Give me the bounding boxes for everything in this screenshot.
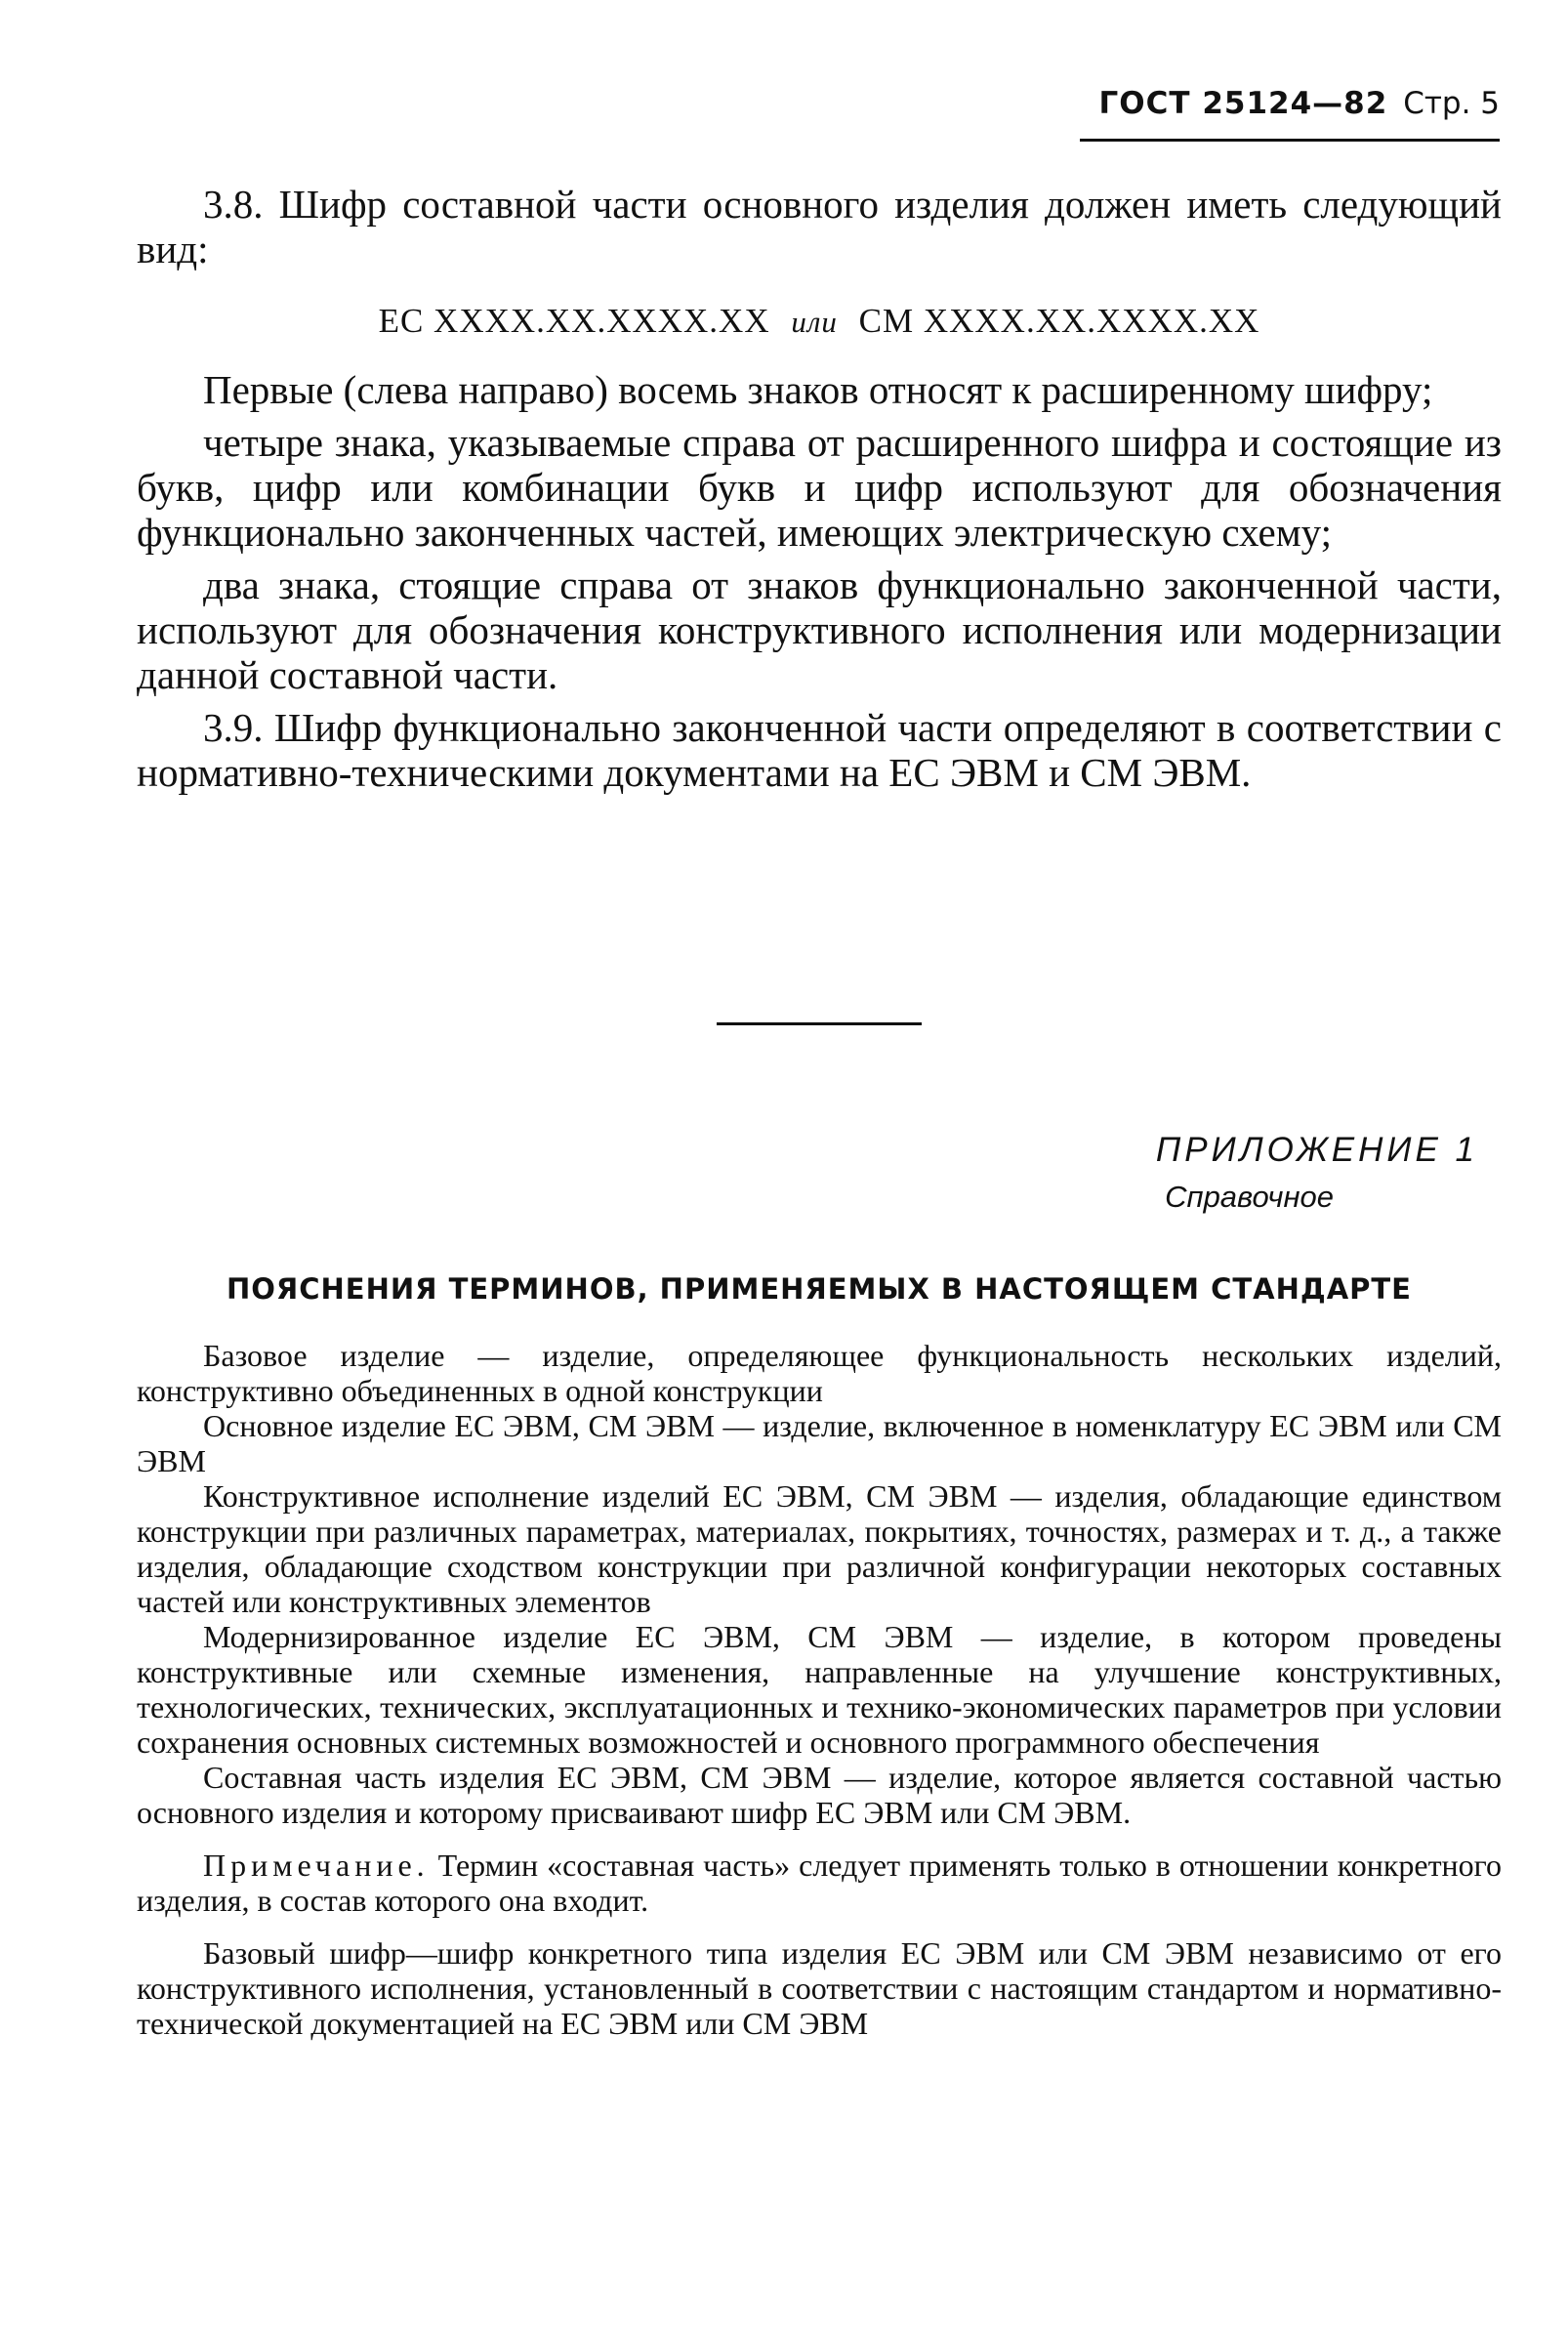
clause-3-9: 3.9. Шифр функционально законченной части определяют в соответствии с нормативно-техническими документами на ЕС ЭВМ и СМ ЭВМ. [137, 705, 1502, 795]
paragraph: Первые (слева направо) восемь знаков относят к расширенному шифру; [203, 367, 1433, 412]
appendix-subtitle: Справочное [1165, 1180, 1334, 1214]
clause-3-8-intro [137, 182, 1502, 279]
terms-heading: ПОЯСНЕНИЯ ТЕРМИНОВ, ПРИМЕНЯЕМЫХ В НАСТОЯЩЕМ СТАНДАРТЕ [226, 1272, 1412, 1306]
term-design-version: Конструктивное исполнение изделий ЕС ЭВМ, СМ ЭВМ — изделия, обладающие единством конструкции при различных параметрах, материалах, покрытиях, точностях, размерах и т. д., а также изделия, обладающие сходством конструкции при различной конфигурации некоторых составных частей или конструктивных элементов [137, 1478, 1502, 1619]
header-rule [1080, 139, 1500, 142]
term-base-product: Базовое изделие — изделие, определяющее функциональность нескольких изделий, конструктивно объединенных в одной конструкции [137, 1338, 1502, 1408]
formula-sm: СМ XXXX.XX.XXXX.XX [858, 302, 1260, 340]
formula-es: ЕС XXXX.XX.XXXX.XX [378, 302, 770, 340]
appendix-title: ПРИЛОЖЕНИЕ 1 [1155, 1131, 1478, 1169]
paragraph: два знака, стоящие справа от знаков функционально законченной части, используют для обозначения конструктивного исполнения или модернизации данной составной части. [137, 562, 1502, 697]
standard-code: ГОСТ 25124—82 [1098, 86, 1388, 121]
page-header [1099, 86, 1500, 121]
note-label: Примечание. [203, 1848, 430, 1883]
note-text: Термин «составная часть» следует применять только в отношении конкретного изделия, в состав которого она входит. [137, 1848, 1503, 1918]
term-main-product: Основное изделие ЕС ЭВМ, СМ ЭВМ — изделие, включенное в номенклатуру ЕС ЭВМ или СМ ЭВМ [137, 1408, 1502, 1478]
term-modernized-product: Модернизированное изделие ЕС ЭВМ, СМ ЭВМ — изделие, в котором проведены конструктивные или схемные изменения, направленные на улучшение конструктивных, технологических, технических, эксплуатационных и технико-экономических параметров при условии сохранения основных системных возможностей и основного программного обеспечения [137, 1619, 1502, 1760]
paragraph: 3.8. Шифр составной части основного изделия должен иметь следующий вид: [137, 182, 1502, 271]
section-divider [717, 1022, 922, 1025]
term-base-code: Базовый шифр—шифр конкретного типа изделия ЕС ЭВМ или СМ ЭВМ независимо от его конструктивного исполнения, установленный в соответствии с настоящим стандартом и нормативно-технической документацией на ЕС ЭВМ или СМ ЭВМ [137, 1935, 1502, 2041]
page-number: Стр. 5 [1403, 86, 1500, 121]
code-format-formula [137, 302, 1502, 341]
note [137, 1848, 1502, 1918]
term-component-part: Составная часть изделия ЕС ЭВМ, СМ ЭВМ — изделие, которое является составной частью основного изделия и которому присваивают шифр ЕС ЭВМ или СМ ЭВМ. [137, 1760, 1502, 1830]
formula-or: или [791, 305, 838, 339]
clause-3-8-body [137, 367, 1502, 803]
paragraph: четыре знака, указываемые справа от расширенного шифра и состоящие из букв, цифр или комбинации букв и цифр используют для обозначения функционально законченных частей, имеющих электрическую схему; [137, 420, 1502, 555]
terms-list [137, 1338, 1502, 2041]
